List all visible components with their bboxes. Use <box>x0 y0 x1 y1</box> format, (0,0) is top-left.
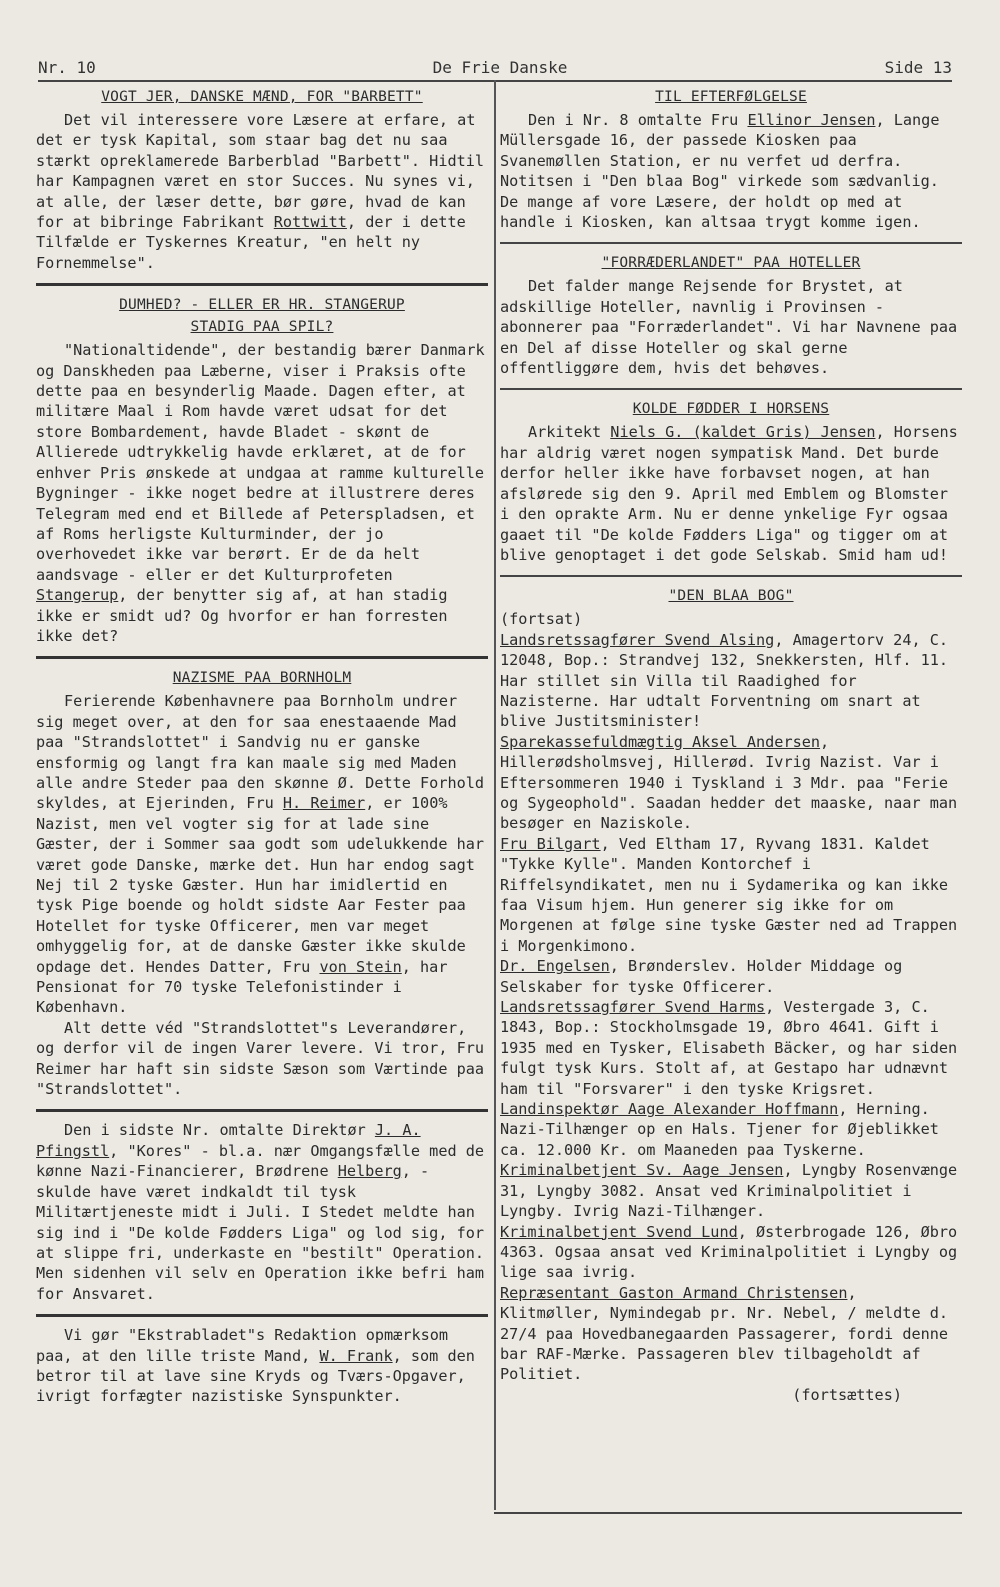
left-column <box>36 84 488 1407</box>
article-pfingstl <box>36 1120 488 1304</box>
column-divider <box>494 80 496 1510</box>
article-body: Arkitekt Niels G. (kaldet Gris) Jensen, Horsens har aldrig været nogen sympatisk Mand. Det burde derfor heller ikke have forbavset nogen, at han afslørede sig den 9. April med Emblem og Blomster i den oprakte Arm. Nu er denne ynkelige Fyr ogsaa gaaet til "De kolde Fødders Liga" og tigger om at blive genoptaget i det gode Selskab. Smid ham ud! <box>500 423 958 564</box>
article-blaa-bog <box>500 585 962 1405</box>
person-name: Sparekassefuldmægtig Aksel Andersen <box>500 732 821 751</box>
article-separator <box>500 388 962 390</box>
page-number: Side 13 <box>884 58 952 77</box>
article-separator <box>36 656 488 659</box>
article-title: "DEN BLAA BOG" <box>668 588 794 605</box>
article-ekstrabladet <box>36 1325 488 1407</box>
person-name: Fru Bilgart <box>500 834 601 853</box>
person-name: Repræsentant Gaston Armand Christensen <box>500 1283 848 1302</box>
article-separator <box>36 283 488 286</box>
footer-rule <box>494 1512 962 1514</box>
person-name: Helberg <box>337 1162 402 1181</box>
article-hoteller <box>500 252 962 378</box>
article-title: TIL EFTERFØLGELSE <box>655 89 807 105</box>
person-name: Ellinor Jensen <box>747 111 876 129</box>
issue-number: Nr. 10 <box>38 58 96 77</box>
article-bornholm <box>36 667 488 1099</box>
list-item: Landinspektør Aage Alexander Hoffmann, Herning. Nazi-Tilhænger op en Hals. Tjener for Øjeblikket ca. 12.000 Kr. om Maaneden paa Tyskerne. <box>500 1100 939 1159</box>
person-name: Stangerup <box>36 586 119 605</box>
article-body: "Nationaltidende", der bestandig bærer Danmark og Danskheden paa Læberne, viser i Praksis ofte dette paa en besynderlig Maade. Dagen efter, at militære Maal i Rom havde været udsat for det store Bombardement, havde Bladet - skønt de Allierede udtrykkelig havde erklæret, at de for enhver Pris ønskede at undgaa at ramme kulturelle Bygninger - ikke noget bedre at illustrere deres Telegram med end et Billede af Peterspladsen, et af Roms herligste Kulturminder, der jo overhovedet ikke var berørt. Er de da helt aandsvage - eller er det Kulturprofeten Stangerup, der benytter sig af, at han stadig ikke er smidt ud? Og hvorfor er han forresten ikke det? <box>36 341 485 645</box>
person-name: von Stein <box>319 957 402 976</box>
person-name: Niels G. (kaldet Gris) Jensen <box>610 423 876 442</box>
article-title: DUMHED? - ELLER ER HR. STANGERUP <box>119 297 405 314</box>
person-name: Rottwitt <box>273 213 347 232</box>
article-body: Vi gør "Ekstrabladet"s Redaktion opmærksom paa, at den lille triste Mand, W. Frank, som den betror til at lave sine Kryds og Tværs-Opgaver, ivrigt forfægter nazistiske Synspunkter. <box>36 1326 475 1406</box>
person-name: Kriminalbetjent Svend Lund <box>500 1222 738 1241</box>
list-item: Landsretssagfører Svend Alsing, Amagertorv 24, C. 12048, Bop.: Strandvej 132, Snekkersten, Hlf. 11. Har stillet sin Villa til Raadighed for Nazisterne. Har udtalt Forventning om snart at blive Justitsminister! <box>500 630 949 731</box>
person-name: Landsretssagfører Svend Alsing <box>500 630 775 649</box>
article-title: VOGT JER, DANSKE MÆND, FOR "BARBETT" <box>101 89 423 105</box>
list-item: Dr. Engelsen, Brønderslev. Holder Middage og Selskaber for tyske Officerer. <box>500 957 903 996</box>
article-body: Den i Nr. 8 omtalte Fru Ellinor Jensen, Lange Müllersgade 16, der passede Kiosken paa Svanemøllen Station, er nu verfet ud derfra. Notitsen i "Den blaa Bog" virkede som sædvanlig. De mange af vore Læsere, der holdt op med at handle i Kiosken, kan altsaa trygt komme igen. <box>500 111 940 232</box>
person-name: Landsretssagfører Svend Harms <box>500 998 766 1017</box>
list-item: Fru Bilgart, Ved Eltham 17, Ryvang 1831. Kaldet "Tykke Kylle". Manden Kontorchef i Riffelsyndikatet, men nu i Sydamerika og kan ikke faa Visum hjem. Hun generer sig ikke for om Morgenen at følge sine tyske Gæster ned ad Trappen i Morgenkimono. <box>500 834 958 955</box>
list-item: Kriminalbetjent Svend Lund, Østerbrogade 126, Øbro 4363. Ogsaa ansat ved Kriminalpolitiet i Lyngby og lige saa ivrig. <box>500 1222 958 1282</box>
person-name: W. Frank <box>319 1346 393 1365</box>
right-column <box>500 84 962 1405</box>
article-horsens <box>500 398 962 565</box>
article-body: Det vil interessere vore Læsere at erfare, at det er tysk Kapital, som staar bag det nu saa stærkt opreklamerede Barberblad "Barbett". Hidtil har Kampagnen været en stor Succes. Nu synes vi, at alle, der læser dette, bør gøre, hvad de kan for at bibringe Fabrikant Rottwitt, der i dette Tilfælde er Tyskernes Kreatur, "en helt ny Fornemmelse". <box>36 111 485 272</box>
article-separator <box>500 575 962 577</box>
list-item: Repræsentant Gaston Armand Christensen, Klitmøller, Nymindegab pr. Nr. Nebel, / meldte d. 27/4 paa Hovedbanegaarden Passagerer, fordi denne bar RAF-Mærke. Passageren blev tilbageholdt af Politiet. <box>500 1283 949 1384</box>
article-barbett <box>36 86 488 273</box>
article-efterfoelgelse <box>500 86 962 232</box>
person-name: Kriminalbetjent Sv. Aage Jensen <box>500 1161 784 1180</box>
article-title: "FORRÆDERLANDET" PAA HOTELLER <box>601 255 861 272</box>
list-item: Kriminalbetjent Sv. Aage Jensen, Lyngby Rosenvænge 31, Lyngby 3082. Ansat ved Kriminalpolitiet i Lyngby. Ivrig Nazi-Tilhænger. <box>500 1161 958 1221</box>
article-body: Ferierende Københavnere paa Bornholm undrer sig meget over, at den for saa enestaaende Mad paa "Strandslottet" i Sandvig nu er ganske ensformig og langt fra kan maale sig med Maden alle andre Steder paa den skønne Ø. Dette Forhold skyldes, at Ejerinden, Fru H. Reimer, er 100% Nazist, men vel vogter sig for at lade sine Gæster, der i Sommer saa godt som udelukkende har været gode Danske, mærke det. Hun har endog sagt Nej til 2 tyske Gæster. Hun har imidlertid en tysk Pige boende og holdt sidste Aar Fester paa Hotellet for tyske Officerer, men var meget omhyggelig for, at de danske Gæster ikke skulde opdage det. Hendes Datter, Fru von Stein, har Pensionat for 70 tyske Telefonistinder i København. Alt dette véd "Strandslottet"s Leverandører, og derfor vil de ingen Varer levere. Vi tror, Fru Reimer har haft sin sidste Sæson som Værtinde paa "Strandslottet". <box>36 692 485 1099</box>
article-separator <box>36 1109 488 1112</box>
person-name: H. Reimer <box>282 794 366 813</box>
article-stangerup <box>36 294 488 646</box>
article-title: KOLDE FØDDER I HORSENS <box>632 401 830 418</box>
article-outro: (fortsættes) <box>792 1385 902 1404</box>
person-name: Dr. Engelsen <box>500 957 610 976</box>
article-intro: (fortsat) <box>500 610 583 629</box>
person-name: J. A. Pfingstl <box>36 1121 421 1160</box>
article-body: Den i sidste Nr. omtalte Direktør J. A. Pfingstl, "Kores" - bl.a. nær Omgangsfælle med de kønne Nazi-Financierer, Brødrene Helberg, - skulde have været indkaldt til tysk Militærtjeneste midt i Juli. I Stedet meldte han sig ind i "De kolde Fødders Liga" og lod sig, for at slippe fri, underkaste en "bestilt" Operation. Men sidenhen vil selv en Operation ikke befri ham for Ansvaret. <box>36 1121 485 1303</box>
person-name: Landinspektør Aage Alexander Hoffmann <box>500 1100 839 1119</box>
article-title: NAZISME PAA BORNHOLM <box>172 670 352 687</box>
list-item: Landsretssagfører Svend Harms, Vestergade 3, C. 1843, Bop.: Stockholmsgade 19, Øbro 4641. Gift i 1935 med en Tysker, Elisabeth Bäcker, og har siden fulgt tysk Kurs. Stolt af, at Gestapo har udnævnt ham til "Forsvarer" i den tyske Krigsret. <box>500 998 958 1098</box>
paper-name: De Frie Danske <box>432 58 568 77</box>
article-separator <box>500 242 962 244</box>
article-separator <box>36 1314 488 1317</box>
entry-list <box>500 630 962 1385</box>
list-item: Sparekassefuldmægtig Aksel Andersen, Hillerødsholmsvej, Hillerød. Ivrig Nazist. Var i Eftersommeren 1940 i Tyskland i 3 Mdr. paa "Ferie og Sygeophold". Saadan hedder det maaske, naar man besøger en Naziskole. <box>500 732 958 833</box>
article-title-line2: STADIG PAA SPIL? <box>190 319 334 336</box>
article-body: Det falder mange Rejsende for Brystet, at adskillige Hoteller, navnlig i Provinsen - abonnerer paa "Forræderlandet". Vi har Navnene paa en Del af disse Hoteller og skal gerne offentliggøre dem, hvis det behøves. <box>500 277 958 378</box>
